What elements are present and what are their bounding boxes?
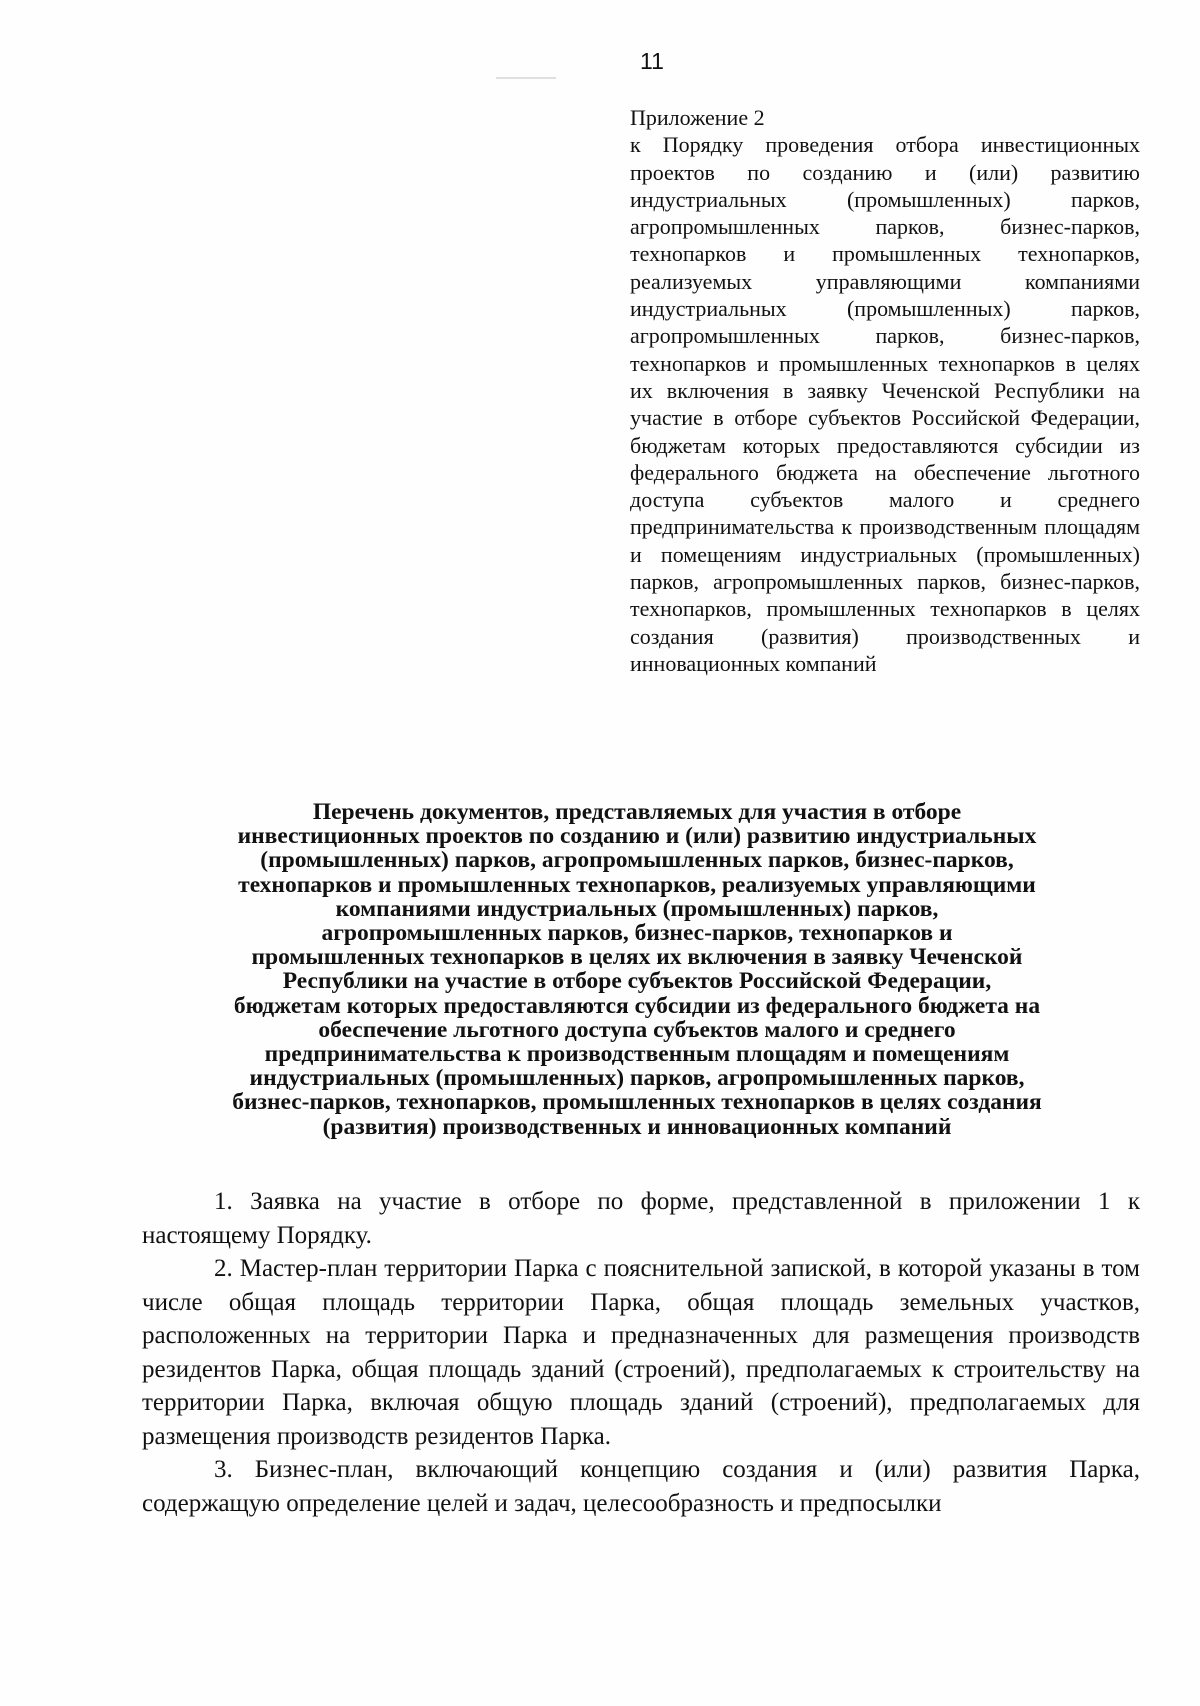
title-line: технопарков и промышленных технопарков, реализуемых управляющими bbox=[238, 871, 1036, 898]
page-number: 11 bbox=[640, 48, 664, 74]
title-line: (промышленных) парков, агропромышленных парков, бизнес-парков, bbox=[260, 847, 1014, 874]
title-line: агропромышленных парков, бизнес-парков, технопарков и bbox=[321, 920, 953, 947]
title-line: Республики на участие в отборе субъектов Российской Федерации, bbox=[282, 968, 992, 995]
document-title bbox=[138, 800, 1136, 1139]
list-item: 3. Бизнес-план, включающий концепцию создания и (или) развития Парка, содержащую определение целей и задач, целесообразность и предпосылки bbox=[142, 1456, 1140, 1517]
title-line: предпринимательства к производственным площадям и помещениям bbox=[264, 1041, 1010, 1068]
list-item: 1. Заявка на участие в отборе по форме, представленной в приложении 1 к настоящему Порядку. bbox=[142, 1188, 1140, 1249]
scan-artifact bbox=[496, 77, 556, 79]
title-line: инвестиционных проектов по созданию и (или) развитию индустриальных bbox=[237, 823, 1037, 850]
annex-body: к Порядку проведения отбора инвестиционных проектов по созданию и (или) развитию индустриальных (промышленных) парков, агропромышленных парков, бизнес-парков, технопарков и промышленных технопарков, реализуемых управляющими компаниями индустриальных (промышленных) парков, агропромышленных парков, бизнес-парков, технопарков и промышленных технопарков в целях их включения в заявку Чеченской Республики на участие в отборе субъектов Российской Федерации, бюджетам которых предоставляются субсидии из федерального бюджета на обеспечение льготного доступа субъектов малого и среднего предпринимательства к производственным площадям и помещениям индустриальных (промышленных) парков, агропромышленных парков, бизнес-парков, технопарков, промышленных технопарков в целях создания (развития) производственных и инновационных компаний bbox=[630, 132, 1140, 676]
title-line: бизнес-парков, технопарков, промышленных технопарков в целях создания bbox=[232, 1089, 1042, 1116]
annex-header bbox=[630, 104, 1140, 677]
title-line: бюджетам которых предоставляются субсидии из федерального бюджета на bbox=[233, 992, 1041, 1019]
title-line: (развития) производственных и инновационных компаний bbox=[322, 1113, 952, 1140]
annex-title: Приложение 2 bbox=[630, 105, 765, 130]
document-items bbox=[142, 1185, 1140, 1520]
title-line: промышленных технопарков в целях их включения в заявку Чеченской bbox=[251, 944, 1023, 971]
title-line: индустриальных (промышленных) парков, агропромышленных парков, bbox=[249, 1065, 1025, 1092]
title-line: обеспечение льготного доступа субъектов малого и среднего bbox=[318, 1016, 956, 1043]
list-item: 2. Мастер-план территории Парка с пояснительной запиской, в которой указаны в том числе общая площадь территории Парка, общая площадь земельных участков, расположенных на территории Парка и предназначенных для размещения производств резидентов Парка, общая площадь зданий (строений), предполагаемых к строительству на территории Парка, включая общую площадь зданий (строений), предполагаемых для размещения производств резидентов Парка. bbox=[142, 1255, 1140, 1450]
title-line: Перечень документов, представляемых для участия в отборе bbox=[312, 799, 962, 825]
title-line: компаниями индустриальных (промышленных) парков, bbox=[335, 895, 939, 922]
